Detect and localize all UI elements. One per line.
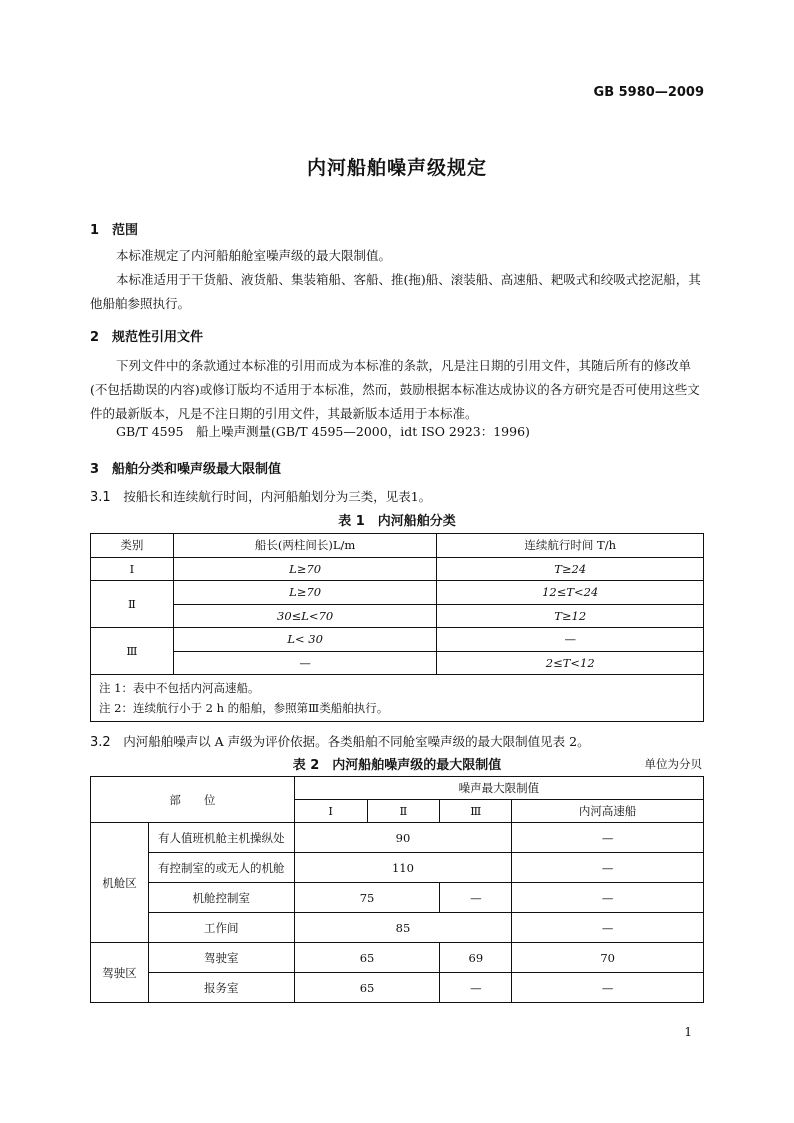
t2-row-label: 有控制室的或无人的机舱 <box>148 853 294 883</box>
t2-sub-class-2: Ⅱ <box>367 800 440 823</box>
t1-note-2: 注 2：连续航行小于 2 h 的船舶，参照第Ⅲ类船舶执行。 <box>99 701 389 715</box>
t2-cell: 85 <box>294 913 512 943</box>
t1-cell: L< 30 <box>173 628 437 652</box>
t2-cell: — <box>440 883 512 913</box>
t1-cell: — <box>437 628 704 652</box>
table-2 <box>90 776 704 1003</box>
t1-class-2: Ⅱ <box>91 581 174 628</box>
table-1 <box>90 533 704 722</box>
t1-cell: L≥70 <box>173 557 437 581</box>
t1-cell: L≥70 <box>173 581 437 605</box>
t1-cell: T≥12 <box>437 604 704 628</box>
t1-header-time: 连续航行时间 T/h <box>437 534 704 558</box>
section-1-paragraph-1: 本标准规定了内河船舶舱室噪声级的最大限制值。 <box>116 248 392 263</box>
t2-cell: 65 <box>294 973 440 1003</box>
section-2-paragraph: 下列文件中的条款通过本标准的引用而成为本标准的条款，凡是注日期的引用文件，其随后所有的修改单(不包括勘误的内容)或修订版均不适用于本标准，然而，鼓励根据本标准达成协议的各方研究是否可使用这些文件的最新版本，凡是不注日期的引用文件，其最新版本适用于本标准。 <box>90 358 700 421</box>
t2-cell: — <box>512 883 704 913</box>
t2-sub-class-3: Ⅲ <box>440 800 512 823</box>
t2-row-label: 有人值班机舱主机操纵处 <box>148 823 294 853</box>
t2-cell: — <box>512 913 704 943</box>
t1-class-3: Ⅲ <box>91 628 174 675</box>
standard-code: GB 5980—2009 <box>593 85 704 100</box>
t1-header-class: 类别 <box>91 534 174 558</box>
section-3-heading: 3 船舶分类和噪声级最大限制值 <box>90 462 282 477</box>
t2-zone-engine: 机舱区 <box>91 823 149 943</box>
table-2-caption: 表 2 内河船舶噪声级的最大限制值 <box>292 758 502 773</box>
t2-cell: — <box>512 853 704 883</box>
table-1-caption: 表 1 内河船舶分类 <box>338 514 456 529</box>
t2-cell: 65 <box>294 943 440 973</box>
t2-cell: 75 <box>294 883 440 913</box>
section-1-heading: 1 范围 <box>90 223 139 238</box>
t2-cell: — <box>440 973 512 1003</box>
clause-3-1-number: 3.1 <box>90 490 111 505</box>
section-2-heading: 2 规范性引用文件 <box>90 330 204 345</box>
section-1-paragraph-2: 本标准适用于干货船、液货船、集装箱船、客船、推(拖)船、滚装船、高速船、耙吸式和绞吸式挖泥船，其他船舶参照执行。 <box>90 272 701 311</box>
t2-row-label: 报务室 <box>148 973 294 1003</box>
clause-3-2-text: 内河船舶噪声以 A 声级为评价依据。各类船舶不同舱室噪声级的最大限制值见表 2。 <box>123 734 590 749</box>
t2-row-label: 工作间 <box>148 913 294 943</box>
t1-cell: 30≤L<70 <box>173 604 437 628</box>
page-number: 1 <box>684 1025 692 1039</box>
t1-cell: 2≤T<12 <box>437 651 704 675</box>
t2-row-label: 驾驶室 <box>148 943 294 973</box>
t2-sub-high-speed: 内河高速船 <box>512 800 704 823</box>
clause-3-2 <box>90 730 704 755</box>
t1-header-length: 船长(两柱间长)L/m <box>173 534 437 558</box>
t1-cell: 12≤T<24 <box>437 581 704 605</box>
clause-3-1 <box>90 485 704 510</box>
t2-cell: 70 <box>512 943 704 973</box>
t2-header-noise: 噪声最大限制值 <box>294 777 703 800</box>
t1-class-1: Ⅰ <box>91 557 174 581</box>
t2-zone-bridge: 驾驶区 <box>91 943 149 1003</box>
t2-cell: — <box>512 973 704 1003</box>
t1-note-1: 注 1：表中不包括内河高速船。 <box>99 681 260 695</box>
table-2-unit: 单位为分贝 <box>644 757 702 771</box>
t2-row-label: 机舱控制室 <box>148 883 294 913</box>
t2-cell: — <box>512 823 704 853</box>
t1-cell: — <box>173 651 437 675</box>
t2-header-part: 部 位 <box>91 777 295 823</box>
t2-sub-class-1: Ⅰ <box>294 800 367 823</box>
page-title: 内河船舶噪声级规定 <box>306 157 487 179</box>
t1-cell: T≥24 <box>437 557 704 581</box>
t2-cell: 90 <box>294 823 512 853</box>
normative-reference: GB/T 4595 船上噪声测量(GB/T 4595—2000，idt ISO 2923：1996) <box>116 424 530 439</box>
clause-3-2-number: 3.2 <box>90 735 111 750</box>
clause-3-1-text: 按船长和连续航行时间，内河船舶划分为三类，见表1。 <box>123 489 432 504</box>
t1-notes <box>91 675 704 722</box>
t2-cell: 110 <box>294 853 512 883</box>
t2-cell: 69 <box>440 943 512 973</box>
